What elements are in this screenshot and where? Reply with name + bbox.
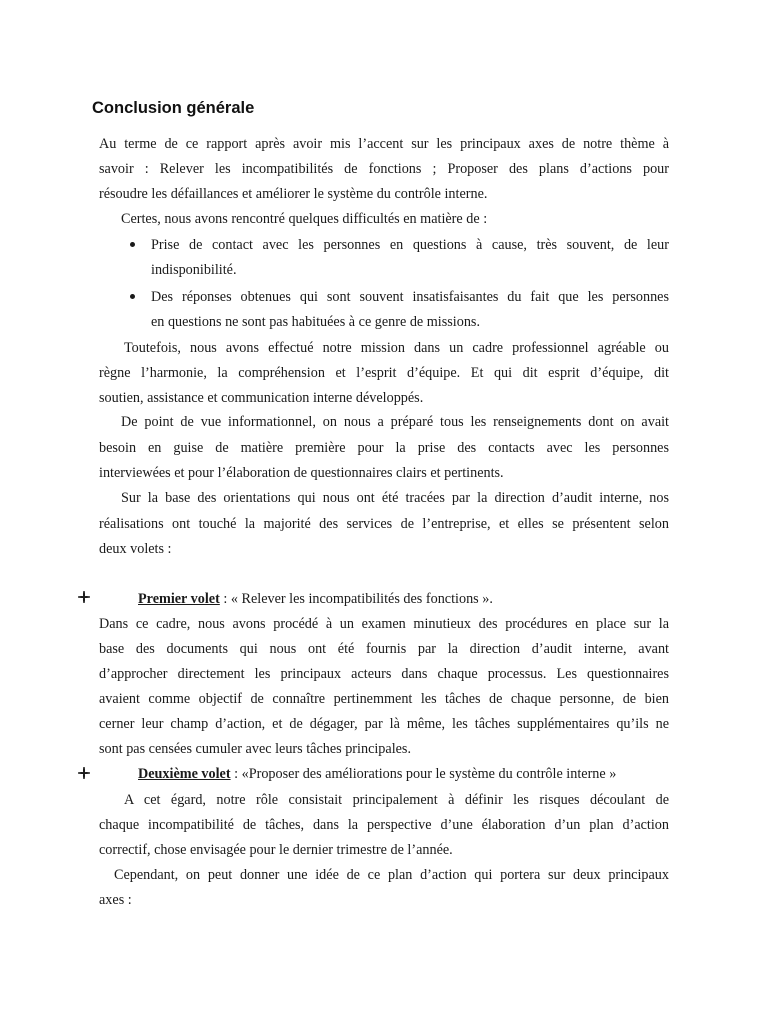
difficulties-intro: Certes, nous avons rencontré quelques difficultés en matière de :: [121, 211, 488, 227]
bullet-icon: [130, 242, 135, 247]
bullet-2-line-1: Des réponses obtenues qui sont souvent insatisfaisantes du fait que les personnes: [151, 289, 669, 305]
intro-line-3: résoudre les défaillances et améliorer le système du contrôle interne.: [99, 186, 488, 202]
bullet-2-line-2: en questions ne sont pas habituées à ce genre de missions.: [151, 314, 480, 330]
volet-1-line-2: base des documents qui nous ont été fournis par la direction d’audit interne, avant: [99, 641, 669, 657]
volet-1-label: Premier volet: [138, 591, 220, 607]
volet-1-title: : « Relever les incompatibilités des fonctions ».: [219, 591, 493, 607]
volet-2-line-1: A cet égard, notre rôle consistait principalement à définir les risques découlant de: [124, 792, 669, 808]
orientations-line-1: Sur la base des orientations qui nous ont été tracées par la direction d’audit interne, nos: [121, 490, 669, 506]
informationnel-line-3: interviewées et pour l’élaboration de questionnaires clairs et pertinents.: [99, 465, 504, 481]
orientations-line-2: réalisations ont touché la majorité des services de l’entreprise, et elles se présentent selon: [99, 516, 669, 532]
volet-2-label: Deuxième volet: [138, 766, 231, 782]
volet-1-line-6: sont pas censées cumuler avec leurs tâches principales.: [99, 741, 412, 757]
volet-1-line-1: Dans ce cadre, nous avons procédé à un examen minutieux des procédures en place sur la: [99, 616, 669, 632]
orientations-line-3: deux volets :: [99, 541, 172, 557]
informationnel-line-1: De point de vue informationnel, on nous a préparé tous les renseignements dont on avait: [121, 414, 669, 430]
volet-2-heading: [138, 765, 616, 783]
volet-2-line-2: chaque incompatibilité de tâches, dans la perspective d’une élaboration d’un plan d’action: [99, 817, 669, 833]
page-title: Conclusion générale: [92, 99, 255, 117]
volet-1-heading: [138, 590, 493, 608]
toutefois-line-2: règne l’harmonie, la compréhension et l’esprit d’équipe. Et qui dit esprit d’équipe, dit: [99, 365, 669, 381]
bullet-1-line-2: indisponibilité.: [151, 262, 237, 278]
cependant-line-2: axes :: [99, 892, 132, 908]
bullet-1-line-1: Prise de contact avec les personnes en questions à cause, très souvent, de leur: [151, 237, 669, 253]
toutefois-line-3: soutien, assistance et communication interne développés.: [99, 390, 424, 406]
diamond-bullet-icon: [78, 767, 90, 779]
volet-1-line-5: cerner leur champ d’action, et de dégager, par là même, les tâches supplémentaires qu’ils ne: [99, 716, 669, 732]
diamond-bullet-icon: [78, 591, 90, 603]
volet-2-title: : «Proposer des améliorations pour le système du contrôle interne »: [230, 766, 617, 782]
intro-line-2: savoir : Relever les incompatibilités de fonctions ; Proposer des plans d’actions pour: [99, 161, 669, 177]
bullet-icon: [130, 294, 135, 299]
intro-line-1: Au terme de ce rapport après avoir mis l’accent sur les principaux axes de notre thème à: [99, 136, 669, 152]
volet-1-line-4: avaient comme objectif de connaître pertinemment les tâches de chaque personne, de bien: [99, 691, 669, 707]
volet-2-line-3: correctif, chose envisagée pour le dernier trimestre de l’année.: [99, 842, 453, 858]
informationnel-line-2: besoin en guise de matière première pour la prise des contacts avec les personnes: [99, 440, 669, 456]
cependant-line-1: Cependant, on peut donner une idée de ce plan d’action qui portera sur deux principaux: [114, 867, 669, 883]
toutefois-line-1: Toutefois, nous avons effectué notre mission dans un cadre professionnel agréable ou: [124, 340, 669, 356]
volet-1-line-3: d’approcher directement les principaux acteurs dans chaque processus. Les questionnaires: [99, 666, 669, 682]
